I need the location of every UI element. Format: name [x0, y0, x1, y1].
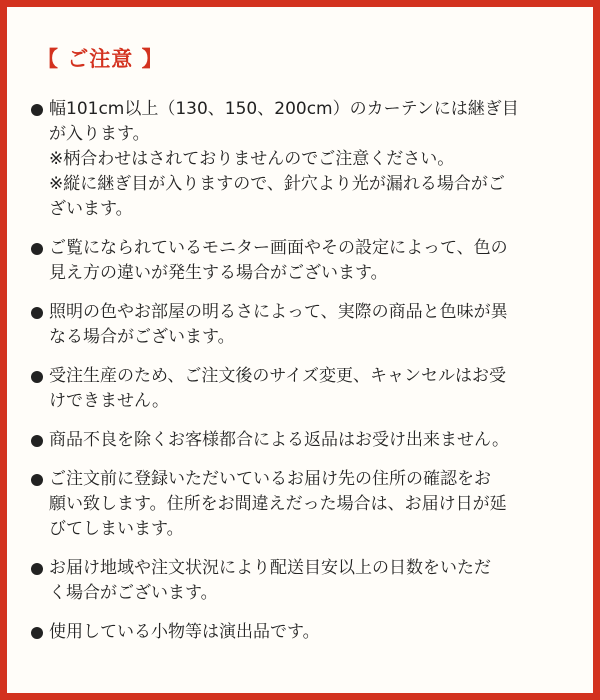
notice-item [31, 300, 583, 350]
notice-list [31, 97, 583, 659]
notice-line: ご覧になられているモニター画面やその設定によって、色の [49, 238, 508, 258]
notice-line: が入ります。 [49, 124, 150, 144]
notice-line: 照明の色やお部屋の明るさによって、実際の商品と色味が異 [49, 302, 508, 322]
notice-item [31, 620, 583, 645]
notice-item [31, 556, 583, 606]
notice-line: 受注生産のため、ご注文後のサイズ変更、キャンセルはお受 [49, 366, 506, 386]
bullet-icon [31, 371, 43, 383]
bullet-icon [31, 435, 43, 447]
notice-item [31, 467, 583, 542]
bullet-icon [31, 243, 43, 255]
notice-title: 【 ご注意 】 [37, 47, 164, 71]
notice-line: 願い致します。住所をお間違えだった場合は、お届け日が延 [49, 494, 507, 514]
bullet-icon [31, 627, 43, 639]
bullet-icon [31, 104, 43, 116]
notice-item [31, 364, 583, 414]
notice-line: ※縦に継ぎ目が入りますので、針穴より光が漏れる場合がご [49, 174, 505, 194]
notice-line: けできません。 [49, 391, 170, 411]
notice-line: びてしまいます。 [49, 519, 184, 539]
notice-line: ざいます。 [49, 199, 133, 219]
notice-line: く場合がございます。 [49, 583, 218, 603]
notice-line: ※柄合わせはされておりませんのでご注意ください。 [49, 149, 455, 169]
notice-line: ご注文前に登録いただいているお届け先の住所の確認をお [49, 469, 491, 489]
notice-line: 見え方の違いが発生する場合がございます。 [49, 263, 388, 283]
bullet-icon [31, 474, 43, 486]
bullet-icon [31, 307, 43, 319]
notice-line: なる場合がございます。 [49, 327, 235, 347]
notice-line: 使用している小物等は演出品です。 [49, 622, 320, 642]
notice-line: お届け地域や注文状況により配送目安以上の日数をいただ [49, 558, 491, 578]
bullet-icon [31, 563, 43, 575]
notice-item [31, 97, 583, 222]
notice-item [31, 236, 583, 286]
notice-line: 幅101cm以上（130、150、200cm）のカーテンには継ぎ目 [49, 99, 519, 119]
notice-item [31, 428, 583, 453]
notice-line: 商品不良を除くお客様都合による返品はお受け出来ません。 [49, 430, 510, 450]
